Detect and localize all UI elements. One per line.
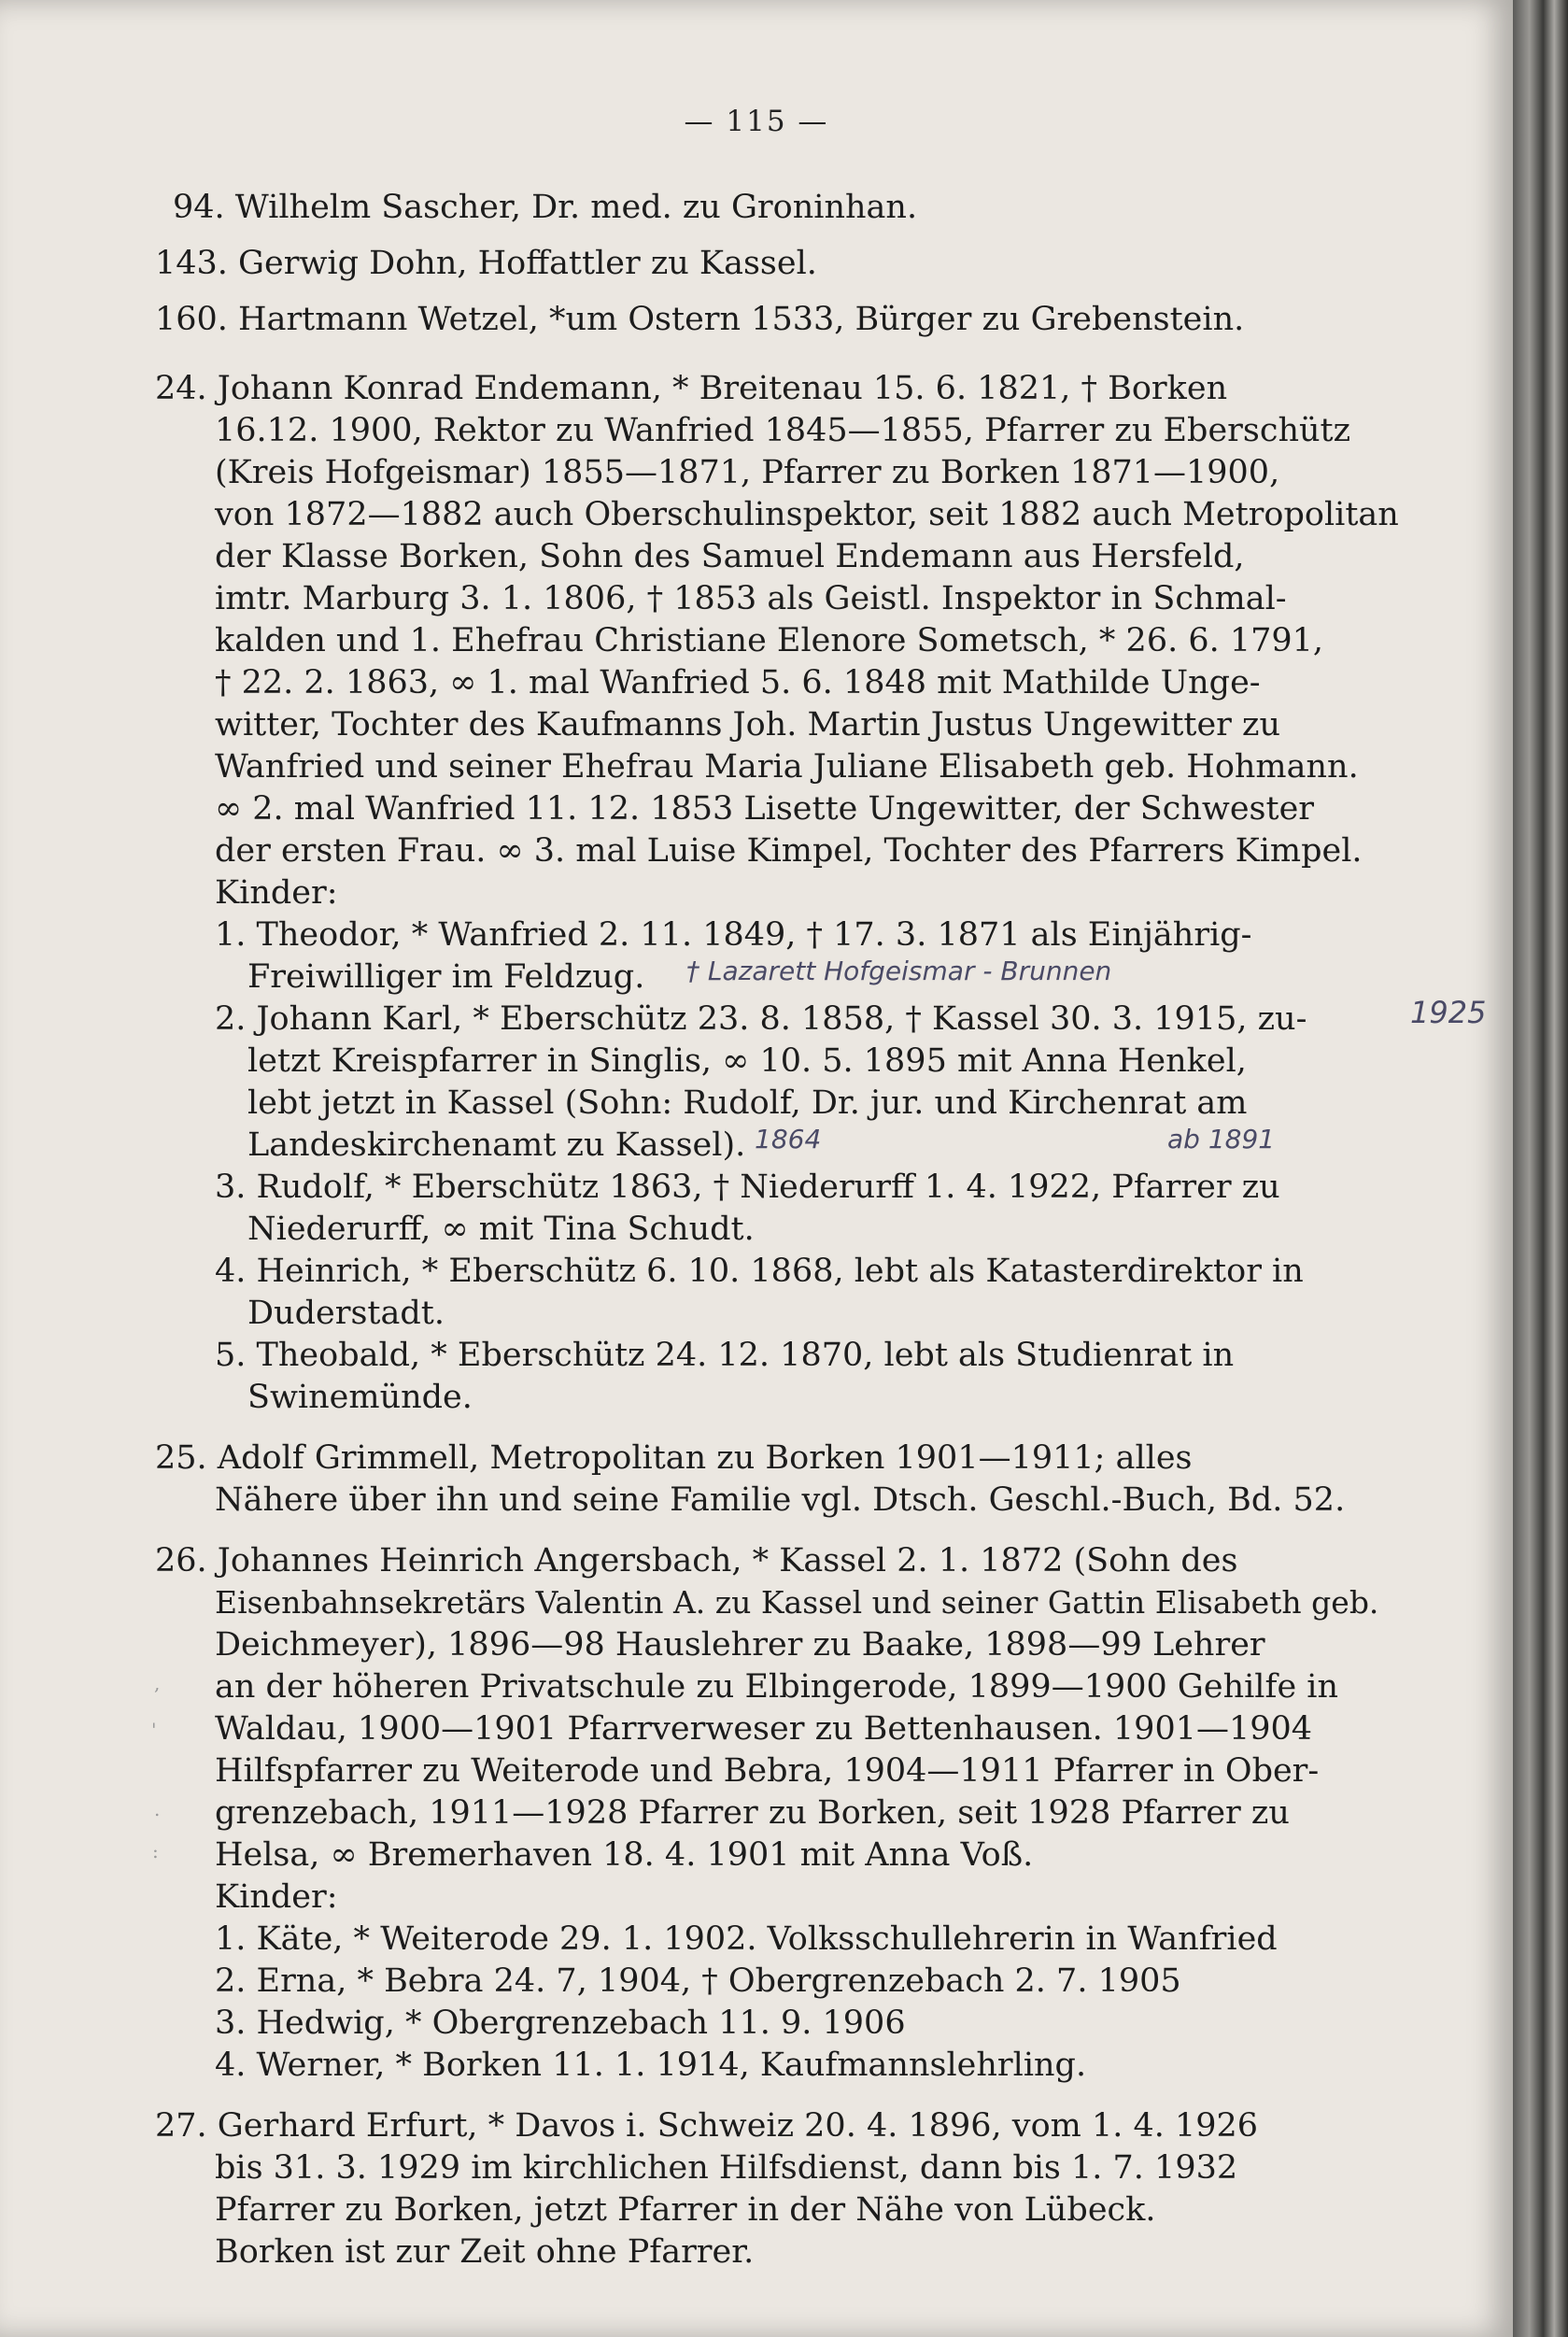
- entry-27-line: 27. Gerhard Erfurt, * Davos i. Schweiz 20. 4. 1896, vom 1. 4. 1926: [155, 2107, 1259, 2145]
- margin-pencil-mark: ': [151, 1719, 157, 1741]
- margin-pencil-mark: :: [152, 1840, 159, 1863]
- entry-24-line: imtr. Marburg 3. 1. 1806, † 1853 als Geistl. Inspektor in Schmal-: [215, 580, 1287, 617]
- entry-24-line: † 22. 2. 1863, ∞ 1. mal Wanfried 5. 6. 1848 mit Mathilde Unge-: [215, 664, 1261, 701]
- entry-26-line: an der höheren Privatschule zu Elbingerode, 1899—1900 Gehilfe in: [215, 1668, 1339, 1706]
- entry-26-line: Hilfspfarrer zu Weiterode und Bebra, 1904—1911 Pfarrer in Ober-: [215, 1752, 1320, 1790]
- entry-26-child: 3. Hedwig, * Obergrenzebach 11. 9. 1906: [215, 2004, 906, 2042]
- entry-26-line: 26. Johannes Heinrich Angersbach, * Kassel 2. 1. 1872 (Sohn des: [155, 1542, 1238, 1579]
- entry-24-child: letzt Kreispfarrer in Singlis, ∞ 10. 5. 1895 mit Anna Henkel,: [247, 1042, 1247, 1080]
- entry-27-line: Pfarrer zu Borken, jetzt Pfarrer in der Nähe von Lübeck.: [215, 2191, 1156, 2229]
- entry-26-child: 2. Erna, * Bebra 24. 7, 1904, † Obergrenzebach 2. 7. 1905: [215, 1962, 1181, 2000]
- entry-26-line: grenzebach, 1911—1928 Pfarrer zu Borken, seit 1928 Pfarrer zu: [215, 1794, 1290, 1832]
- entry-24-child: 5. Theobald, * Eberschütz 24. 12. 1870, lebt als Studienrat in: [215, 1337, 1235, 1374]
- entry-26-children-heading: Kinder:: [215, 1878, 338, 1916]
- handwritten-note-lazarett: † Lazarett Hofgeismar - Brunnen: [686, 956, 1112, 986]
- book-spine: [1513, 0, 1568, 2337]
- entry-24-child: Swinemünde.: [247, 1379, 473, 1416]
- entry-24-child: Niederurff, ∞ mit Tina Schudt.: [247, 1211, 755, 1248]
- entry-24-child: 1. Theodor, * Wanfried 2. 11. 1849, † 17. 3. 1871 als Einjährig-: [215, 916, 1252, 954]
- margin-pencil-mark: .: [154, 1798, 161, 1820]
- entry-26-child: 1. Käte, * Weiterode 29. 1. 1902. Volksschullehrerin in Wanfried: [215, 1920, 1278, 1958]
- margin-pencil-mark: ,: [154, 1672, 161, 1694]
- entry-25-line: Nähere über ihn und seine Familie vgl. Dtsch. Geschl.-Buch, Bd. 52.: [215, 1481, 1346, 1519]
- entry-26-line: Deichmeyer), 1896—98 Hauslehrer zu Baake, 1898—99 Lehrer: [215, 1626, 1265, 1664]
- entry-143: 143. Gerwig Dohn, Hoffattler zu Kassel.: [155, 245, 817, 282]
- entry-24-child: 4. Heinrich, * Eberschütz 6. 10. 1868, lebt als Katasterdirektor in: [215, 1253, 1304, 1290]
- entry-24-line: ∞ 2. mal Wanfried 11. 12. 1853 Lisette Ungewitter, der Schwester: [215, 790, 1315, 828]
- entry-26-line: Helsa, ∞ Bremerhaven 18. 4. 1901 mit Anna Voß.: [215, 1836, 1034, 1874]
- handwritten-note-year: 1864: [755, 1124, 822, 1154]
- entry-24-child: Freiwilliger im Feldzug.: [247, 958, 645, 996]
- entry-24-child: Duderstadt.: [247, 1295, 445, 1332]
- entry-24-line: der ersten Frau. ∞ 3. mal Luise Kimpel, Tochter des Pfarrers Kimpel.: [215, 832, 1363, 870]
- entry-24-child: 3. Rudolf, * Eberschütz 1863, † Niederurff 1. 4. 1922, Pfarrer zu: [215, 1168, 1280, 1206]
- entry-24-line: 24. Johann Konrad Endemann, * Breitenau 15. 6. 1821, † Borken: [155, 370, 1228, 407]
- entry-24-child: lebt jetzt in Kassel (Sohn: Rudolf, Dr. jur. und Kirchenrat am: [247, 1084, 1248, 1122]
- entry-25-line: 25. Adolf Grimmell, Metropolitan zu Borken 1901—1911; alles: [155, 1439, 1193, 1477]
- entry-160: 160. Hartmann Wetzel, *um Ostern 1533, Bürger zu Grebenstein.: [155, 301, 1245, 338]
- entry-24-line: von 1872—1882 auch Oberschulinspektor, seit 1882 auch Metropolitan: [215, 496, 1399, 533]
- entry-24-child: Landeskirchenamt zu Kassel).: [247, 1126, 746, 1164]
- handwritten-note-year: 1925: [1410, 995, 1487, 1030]
- entry-24-line: Wanfried und seiner Ehefrau Maria Juliane Elisabeth geb. Hohmann.: [215, 748, 1359, 786]
- entry-26-line: Waldau, 1900—1901 Pfarrverweser zu Bettenhausen. 1901—1904: [215, 1710, 1313, 1748]
- entry-94: 94. Wilhelm Sascher, Dr. med. zu Groninhan.: [173, 189, 918, 226]
- entry-24-children-heading: Kinder:: [215, 874, 338, 912]
- handwritten-note-year: ab 1891: [1167, 1124, 1276, 1154]
- entry-24-line: witter, Tochter des Kaufmanns Joh. Martin Justus Ungewitter zu: [215, 706, 1281, 744]
- entry-24-line: der Klasse Borken, Sohn des Samuel Endemann aus Hersfeld,: [215, 538, 1245, 575]
- entry-26-child: 4. Werner, * Borken 11. 1. 1914, Kaufmannslehrling.: [215, 2047, 1087, 2084]
- entry-27-line: bis 31. 3. 1929 im kirchlichen Hilfsdienst, dann bis 1. 7. 1932: [215, 2149, 1238, 2187]
- entry-27-line: Borken ist zur Zeit ohne Pfarrer.: [215, 2233, 755, 2271]
- entry-26-line: Eisenbahnsekretärs Valentin A. zu Kassel und seiner Gattin Elisabeth geb.: [215, 1584, 1379, 1621]
- entry-24-line: kalden und 1. Ehefrau Christiane Elenore Sometsch, * 26. 6. 1791,: [215, 622, 1324, 659]
- entry-24-line: 16.12. 1900, Rektor zu Wanfried 1845—1855, Pfarrer zu Eberschütz: [215, 412, 1351, 449]
- entry-24-line: (Kreis Hofgeismar) 1855—1871, Pfarrer zu Borken 1871—1900,: [215, 454, 1280, 491]
- entry-24-child: 2. Johann Karl, * Eberschütz 23. 8. 1858, † Kassel 30. 3. 1915, zu-: [215, 1000, 1307, 1038]
- page-number: — 115 —: [684, 105, 829, 138]
